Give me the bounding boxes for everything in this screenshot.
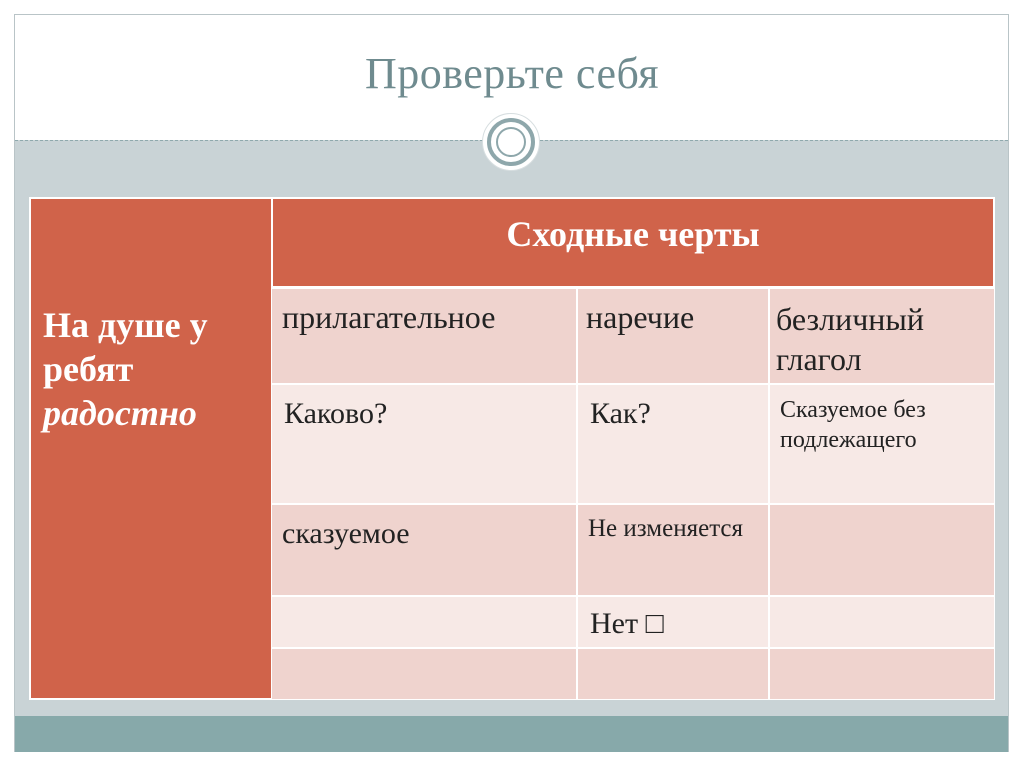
cell-text: Нет □ (590, 607, 664, 640)
table-cell (577, 384, 769, 504)
table-cell (769, 648, 995, 700)
cell-text: безличный глагол (776, 301, 925, 377)
cell-text: Каково? (284, 397, 388, 430)
cell-text: наречие (586, 299, 695, 335)
table-header: Сходные черты (506, 214, 760, 254)
slide-title: Проверьте себя (364, 49, 660, 98)
side-label-line1: На душе у (43, 305, 208, 345)
side-label-line3: радостно (43, 393, 197, 433)
cell-text: Как? (590, 397, 651, 430)
cell-text: Сказуемое без подлежащего (780, 397, 926, 453)
cell-text: сказуемое (282, 517, 410, 550)
table-cell (577, 648, 769, 700)
table-cell (769, 596, 995, 648)
table-cell (271, 596, 577, 648)
cell-text: Не изменяется (588, 515, 744, 542)
table-cell (769, 504, 995, 596)
table-cell (577, 288, 769, 384)
table-cell (271, 384, 577, 504)
bottom-bar (15, 716, 1008, 752)
side-label (43, 303, 268, 435)
table-cell (271, 504, 577, 596)
circle-ornament-inner (496, 127, 526, 157)
table-cell (577, 596, 769, 648)
side-label-line2: ребят (43, 349, 134, 389)
table-cell (577, 504, 769, 596)
table-cell (769, 288, 995, 384)
table-header-cell (271, 197, 995, 288)
table-cell (769, 384, 995, 504)
table-side-label-cell (29, 197, 272, 700)
table-cell (271, 648, 577, 700)
table-cell (271, 288, 577, 384)
cell-text: прилагательное (282, 299, 496, 335)
